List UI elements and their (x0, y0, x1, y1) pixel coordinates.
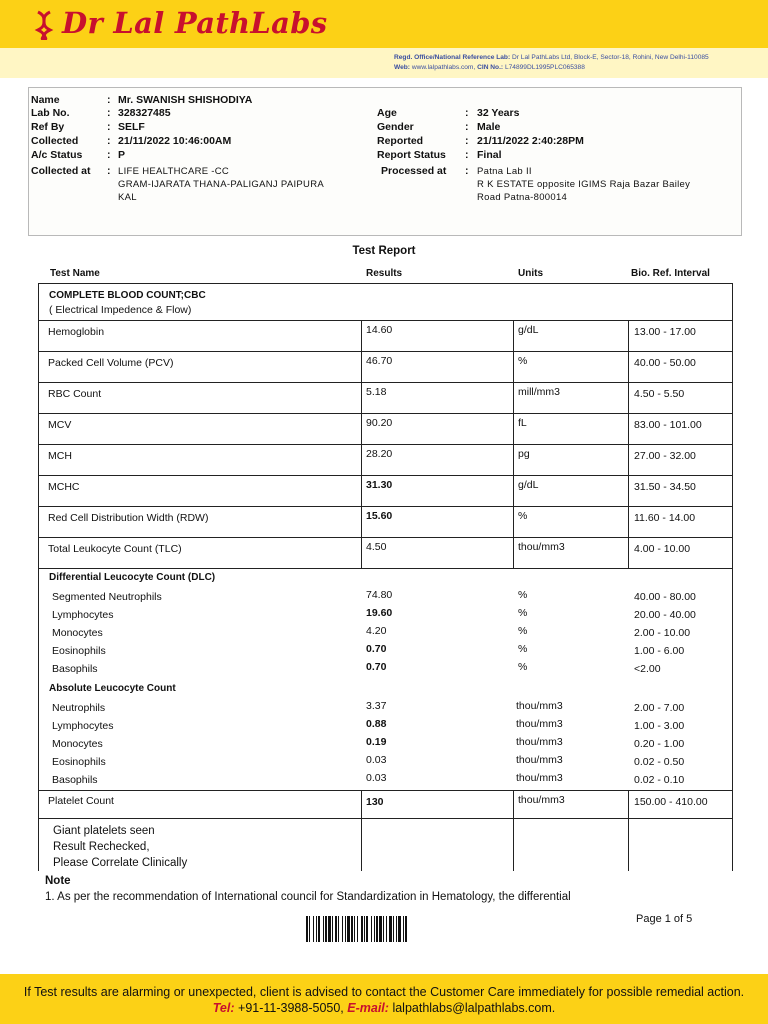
table-column-rule (513, 475, 514, 506)
dlc-ref-interval: 40.00 - 80.00 (634, 591, 696, 603)
dlc-result: 0.70 (366, 661, 387, 673)
comment-line-2: Result Rechecked, (53, 841, 150, 853)
row-test-name: Packed Cell Volume (PCV) (48, 357, 174, 369)
table-column-rule (361, 413, 362, 444)
brand-logo-text: Dr Lal PathLabs (62, 6, 328, 40)
row-ref-interval: 4.00 - 10.00 (634, 543, 691, 555)
dlc-unit: % (518, 661, 528, 673)
processed-at-line-2: R K ESTATE opposite IGIMS Raja Bazar Bailey (477, 179, 691, 190)
ac-status-label: A/c Status (31, 149, 83, 161)
dlc-result: 74.80 (366, 589, 393, 601)
table-column-rule (628, 506, 629, 537)
report-status-label: Report Status (377, 149, 446, 161)
table-column-rule (513, 320, 514, 351)
processed-at-line-3: Road Patna-800014 (477, 192, 568, 203)
abs-test-name: Lymphocytes (52, 720, 114, 732)
platelet-result: 130 (366, 796, 384, 808)
table-column-rule (628, 444, 629, 475)
row-ref-interval: 11.60 - 14.00 (634, 512, 696, 524)
gender-value: Male (477, 121, 501, 133)
dlc-ref-interval: <2.00 (634, 663, 661, 675)
table-column-rule (628, 351, 629, 382)
gender-label: Gender (377, 121, 414, 133)
cbc-section-title: COMPLETE BLOOD COUNT;CBC (49, 290, 206, 301)
dlc-result: 0.70 (366, 643, 387, 655)
row-test-name: MCHC (48, 481, 80, 493)
abs-result: 0.03 (366, 754, 387, 766)
abs-result: 3.37 (366, 700, 387, 712)
footer-email[interactable]: lalpathlabs@lalpathlabs.com. (392, 1001, 556, 1015)
row-test-name: MCH (48, 450, 72, 462)
website-link[interactable]: www.lalpathlabs.com, (411, 64, 476, 71)
row-ref-interval: 4.50 - 5.50 (634, 388, 685, 400)
row-result: 15.60 (366, 510, 393, 522)
registered-office-line: Regd. Office/National Reference Lab: Dr Lal PathLabs Ltd, Block-E, Sector-18, Rohini, New Delhi-110085 (394, 54, 709, 61)
row-unit: g/dL (518, 479, 539, 491)
abs-ref-interval: 0.02 - 0.50 (634, 756, 685, 768)
table-column-rule (361, 475, 362, 506)
abs-result: 0.19 (366, 736, 387, 748)
row-result: 31.30 (366, 479, 393, 491)
table-column-rule (513, 790, 514, 871)
row-test-name: MCV (48, 419, 72, 431)
abs-result: 0.03 (366, 772, 387, 784)
abs-test-name: Monocytes (52, 738, 103, 750)
table-column-rule (628, 382, 629, 413)
abs-test-name: Basophils (52, 774, 98, 786)
table-column-rule (513, 413, 514, 444)
dlc-ref-interval: 2.00 - 10.00 (634, 627, 691, 639)
row-unit: % (518, 510, 528, 522)
comment-line-3: Please Correlate Clinically (53, 857, 188, 869)
dlc-ref-interval: 1.00 - 6.00 (634, 645, 685, 657)
row-test-name: Red Cell Distribution Width (RDW) (48, 512, 209, 524)
row-unit: fL (518, 417, 527, 429)
abs-ref-interval: 2.00 - 7.00 (634, 702, 685, 714)
collected-at-line-1: LIFE HEALTHCARE -CC (118, 166, 230, 177)
row-ref-interval: 27.00 - 32.00 (634, 450, 696, 462)
footer-advisory: If Test results are alarming or unexpected, client is advised to contact the Customer Care immediately for possible remedial action. (23, 985, 745, 999)
col-header-ref-interval: Bio. Ref. Interval (631, 268, 710, 279)
abs-result: 0.88 (366, 718, 387, 730)
registration-strip (0, 48, 768, 78)
dlc-section-title: Differential Leucocyte Count (DLC) (49, 572, 216, 583)
dlc-ref-interval: 20.00 - 40.00 (634, 609, 696, 621)
footer-bar (0, 974, 768, 1024)
row-unit: mill/mm3 (518, 386, 560, 398)
reported-datetime: 21/11/2022 2:40:28PM (477, 135, 584, 147)
collected-datetime: 21/11/2022 10:46:00AM (118, 135, 232, 147)
table-rule (38, 568, 733, 569)
labno-label: Lab No. (31, 107, 70, 119)
row-unit: % (518, 355, 528, 367)
collected-at-line-3: KAL (118, 192, 137, 203)
row-ref-interval: 31.50 - 34.50 (634, 481, 696, 493)
cbc-section-method: ( Electrical Impedence & Flow) (49, 304, 192, 316)
table-column-rule (513, 382, 514, 413)
col-header-units: Units (518, 268, 543, 279)
dna-logo-icon (34, 10, 54, 40)
processed-at-label: Processed at (381, 165, 447, 177)
row-test-name: Hemoglobin (48, 326, 105, 338)
reported-label: Reported (377, 135, 424, 147)
dlc-unit: % (518, 625, 528, 637)
dlc-test-name: Lymphocytes (52, 609, 114, 621)
abs-ref-interval: 1.00 - 3.00 (634, 720, 685, 732)
abs-unit: thou/mm3 (516, 772, 563, 784)
report-status-value: Final (477, 149, 502, 161)
table-column-rule (628, 413, 629, 444)
lab-number: 328327485 (118, 107, 171, 119)
platelet-ref-interval: 150.00 - 410.00 (634, 796, 708, 808)
table-column-rule (361, 790, 362, 871)
table-column-rule (513, 444, 514, 475)
table-column-rule (513, 351, 514, 382)
table-column-rule (361, 444, 362, 475)
dlc-test-name: Monocytes (52, 627, 103, 639)
age-label: Age (377, 107, 397, 119)
row-result: 46.70 (366, 355, 393, 367)
age-value: 32 Years (477, 107, 520, 119)
processed-at-line-1: Patna Lab II (477, 166, 532, 177)
row-result: 14.60 (366, 324, 393, 336)
abs-unit: thou/mm3 (516, 754, 563, 766)
row-unit: g/dL (518, 324, 539, 336)
row-test-name: Total Leukocyte Count (TLC) (48, 543, 182, 555)
col-header-test-name: Test Name (50, 268, 100, 279)
platelet-test-name: Platelet Count (48, 795, 114, 807)
collected-label: Collected (31, 135, 79, 147)
table-column-rule (513, 537, 514, 568)
row-ref-interval: 40.00 - 50.00 (634, 357, 696, 369)
comment-line-1: Giant platelets seen (53, 825, 155, 837)
abs-test-name: Neutrophils (52, 702, 106, 714)
dlc-unit: % (518, 589, 528, 601)
page-number: Page 1 of 5 (636, 913, 693, 925)
table-column-rule (628, 537, 629, 568)
footer-phone[interactable]: +91-11-3988-5050, (238, 1001, 344, 1015)
dlc-test-name: Segmented Neutrophils (52, 591, 162, 603)
table-column-rule (361, 382, 362, 413)
collected-at-line-2: GRAM-IJARATA THANA-PALIGANJ PAIPURA (118, 179, 324, 190)
row-result: 90.20 (366, 417, 393, 429)
platelet-unit: thou/mm3 (518, 794, 565, 806)
table-column-rule (361, 506, 362, 537)
abs-unit: thou/mm3 (516, 718, 563, 730)
barcode-icon (306, 916, 470, 942)
note-text: 1. As per the recommendation of International council for Standardization in Hematology, the differential (45, 891, 571, 903)
abs-ref-interval: 0.02 - 0.10 (634, 774, 685, 786)
report-title: Test Report (352, 245, 416, 257)
table-column-rule (628, 475, 629, 506)
name-label: Name (31, 94, 60, 106)
footer-contact: Tel: +91-11-3988-5050, E-mail: lalpathlabs@lalpathlabs.com. (212, 1001, 556, 1015)
dlc-unit: % (518, 643, 528, 655)
abs-unit: thou/mm3 (516, 700, 563, 712)
abs-test-name: Eosinophils (52, 756, 106, 768)
note-title: Note (45, 875, 71, 887)
abs-section-title: Absolute Leucocyte Count (49, 683, 176, 694)
dlc-unit: % (518, 607, 528, 619)
ac-status: P (118, 149, 126, 161)
patient-name: Mr. SWANISH SHISHODIYA (118, 94, 253, 106)
web-cin-line: Web: www.lalpathlabs.com, CIN No.: L74899DL1995PLC065388 (394, 64, 585, 71)
refby-label: Ref By (31, 121, 65, 133)
col-header-results: Results (366, 268, 403, 279)
row-result: 28.20 (366, 448, 393, 460)
row-result: 5.18 (366, 386, 387, 398)
table-column-rule (628, 790, 629, 871)
row-test-name: RBC Count (48, 388, 102, 400)
dlc-result: 19.60 (366, 607, 393, 619)
referred-by: SELF (118, 121, 145, 133)
row-result: 4.50 (366, 541, 387, 553)
abs-ref-interval: 0.20 - 1.00 (634, 738, 685, 750)
dlc-test-name: Basophils (52, 663, 98, 675)
table-column-rule (513, 506, 514, 537)
row-ref-interval: 83.00 - 101.00 (634, 419, 702, 431)
row-unit: pg (518, 448, 530, 460)
dlc-test-name: Eosinophils (52, 645, 106, 657)
table-column-rule (361, 351, 362, 382)
table-column-rule (361, 537, 362, 568)
table-column-rule (361, 320, 362, 351)
abs-unit: thou/mm3 (516, 736, 563, 748)
table-column-rule (628, 320, 629, 351)
collected-at-label: Collected at (31, 165, 91, 177)
dlc-result: 4.20 (366, 625, 387, 637)
row-unit: thou/mm3 (518, 541, 565, 553)
row-ref-interval: 13.00 - 17.00 (634, 326, 696, 338)
